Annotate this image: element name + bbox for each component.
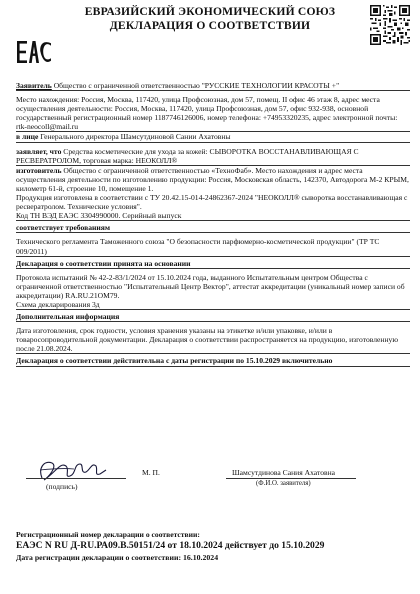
declaration-title: ДЕКЛАРАЦИЯ О СООТВЕТСТВИИ [109,19,311,32]
signature-caption: (подпись) [46,482,78,491]
manufacturer-label: изготовитель [16,165,62,175]
declaration-body [16,81,410,367]
declares-label: заявляет, что [16,146,62,156]
additional-label: Дополнительная информация [16,312,410,322]
union-title: ЕВРАЗИЙСКИЙ ЭКОНОМИЧЕСКИЙ СОЮЗ [84,5,336,18]
signatory-caption: (Ф.И.О. заявителя) [256,480,311,487]
registration-number: ЕАЭС N RU Д-RU.РА09.В.50151/24 от 18.10.2024 действует до 15.10.2029 [16,540,325,551]
eac-logo [16,38,52,66]
signature-mark [30,458,110,484]
manufacturer-value: Общество с ограниченной ответственностью «ТехноФаб». Место нахождения и адрес места осуществления деятельности по изготовлению продукции: Россия, Московская область, 142370, Автодорога М-2 КРЫМ, километр 61-й, строение 10, помещение 1. [16,165,409,193]
person-row [16,132,410,142]
qr-code[interactable] [370,5,410,45]
manufacturer-row [16,166,410,222]
product-standard: Продукция изготовлена в соответствии с ТУ 20.42.15-014-24862367-2024 "НЕОКОЛЛ® сыворотка восстанавливающая с ресвератролом. Технические условия". [16,193,408,212]
basis-scheme: Схема декларирования 3д [16,300,410,310]
registration-block [16,530,410,563]
applicant-address: Место нахождения: Россия, Москва, 117420, улица Профсоюзная, дом 57, помещ. II офис 46 этаж 8, адрес места осуществления деятельности: Россия, Москва, 117420, улица Профсоюзная, дом 57, офис 932-938, основной государственный регистрационный номер 1187746126006, номер телефона: +74953320235, адрес электронной почты: rtk-neocoll@mail.ru [16,95,410,132]
applicant-row [16,81,410,91]
validity-text: Декларация о соответствии действительна с даты регистрации по 15.10.2029 включительно [16,356,410,366]
basis-label: Декларация о соответствии принята на основании [16,259,410,269]
registration-label: Регистрационный номер декларации о соответствии: [16,530,200,539]
requirements-label: соответствует требованиям [16,223,410,233]
additional-value: Дата изготовления, срок годности, условия хранения указаны на этикетке и/или упаковке, и/или в товаросопроводительной документации. Декларация о соответствии распространяется на продукцию, изготовленную после 21.08.2024. [16,326,410,354]
signatory-name: Шамсутдинова Сания Ахатовна [232,468,336,477]
registration-date: Дата регистрации декларации о соответствии: 16.10.2024 [16,553,219,562]
basis-value: Протокола испытаний № 42-2-83/1/2024 от 15.10.2024 года, выданного Испытательным центром Общества с ограниченной ответственностью "Испытательный Центр Вектор", аттестат аккредитации (уникальный номер записи об аккредитации) RA.RU.21OM79. [16,272,405,300]
applicant-value: Общество с ограниченной ответственностью "РУССКИЕ ТЕХНОЛОГИИ КРАСОТЫ +" [53,81,340,90]
person-label: в лице [16,132,39,142]
person-value: Генерального директора Шамсутдиновой Сании Ахатовны [40,132,231,142]
declares-row [16,147,410,166]
signature-block [16,458,410,498]
document-header [60,5,360,33]
stamp-place: М. П. [142,468,160,477]
declares-value: Средства косметические для ухода за кожей: СЫВОРОТКА ВОССТАНАВЛИВАЮЩАЯ С РЕСВЕРАТРОЛОМ, торговая марка: НЕОКОЛЛ® [16,146,359,165]
requirements-value: Технического регламента Таможенного союза "О безопасности парфюмерно-косметической продукции" (ТР ТС 009/2011) [16,237,410,256]
product-code: Код ТН ВЭД ЕАЭС 3304990000. Серийный выпуск [16,211,182,221]
applicant-label: Заявитель [16,81,52,90]
